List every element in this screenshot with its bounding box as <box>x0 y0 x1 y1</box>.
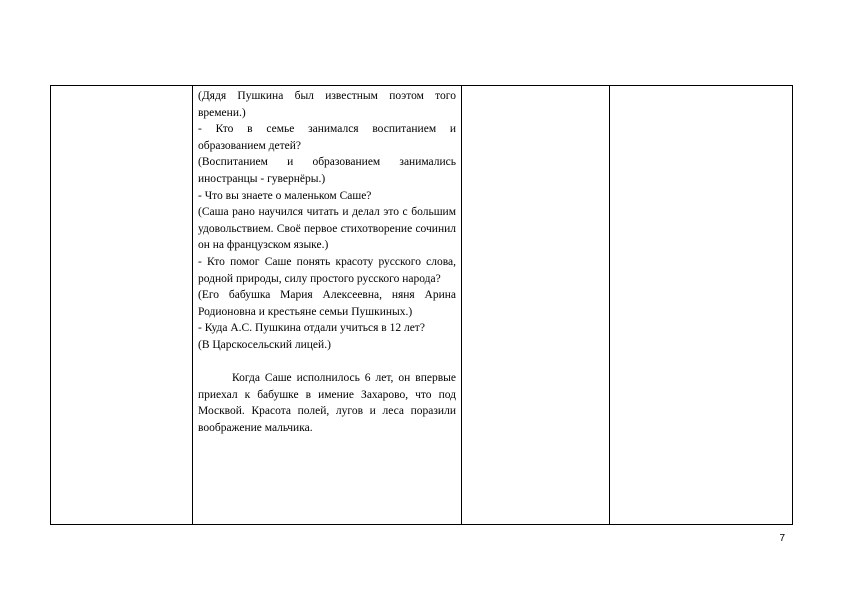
paragraph: (Его бабушка Мария Алексеевна, няня Арина Родионовна и крестьяне семьи Пушкиных.) <box>198 289 456 318</box>
paragraph: - Что вы знаете о маленьком Саше? <box>198 189 372 202</box>
paragraph: (В Царскосельский лицей.) <box>198 338 331 351</box>
paragraph: (Воспитанием и образованием занимались иностранцы - гувернёры.) <box>198 156 456 185</box>
blank-line <box>198 354 456 371</box>
paragraph: - Куда А.С. Пушкина отдали учиться в 12 лет? <box>198 322 425 335</box>
table-cell-content <box>198 88 456 436</box>
table-column-divider <box>609 86 610 524</box>
paragraph: Когда Саше исполнилось 6 лет, он впервые приехал к бабушке в имение Захарово, что под Москвой. Красота полей, лугов и леса поразили воображение мальчика. <box>198 372 456 434</box>
lesson-table <box>50 85 793 525</box>
page-number: 7 <box>779 533 785 544</box>
table-column-divider <box>461 86 462 524</box>
paragraph: - Кто помог Саше понять красоту русского слова, родной природы, силу простого русского народа? <box>198 255 456 285</box>
paragraph: (Дядя Пушкина был известным поэтом того времени.) <box>198 90 456 119</box>
paragraph: (Саша рано научился читать и делал это с большим удовольствием. Своё первое стихотворение сочинил он на французском языке.) <box>198 206 456 252</box>
table-column-divider <box>192 86 193 524</box>
paragraph: - Кто в семье занимался воспитанием и образованием детей? <box>198 123 456 152</box>
